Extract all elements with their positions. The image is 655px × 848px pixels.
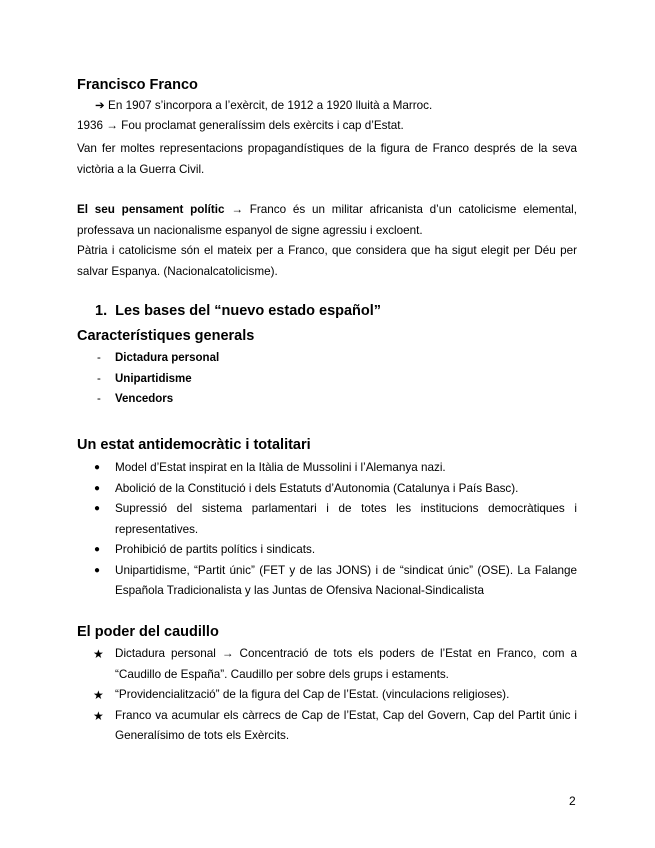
bullet-icon: ● xyxy=(94,482,101,494)
patria-paragraph: Pàtria i catolicisme són el mateix per a Franco, que considera que ha sigut elegit per Déu per salvar Espanya. (Nacionalcatolicisme). xyxy=(77,244,577,278)
list-item: ★ “Providencialització” de la figura del Cap de l’Estat. (vinculacions religioses). xyxy=(77,685,577,706)
bullet-icon: ● xyxy=(94,564,101,576)
arrow-right-icon: ➔ xyxy=(95,99,105,112)
list-item: ★ Franco va acumular els càrrecs de Cap de l’Estat, Cap del Govern, Cap del Partit únic i Generalísimo de tots els Exèrcits. xyxy=(77,706,577,747)
pensament-paragraph xyxy=(77,200,577,241)
page-number: 2 xyxy=(569,794,576,808)
caudillo-list xyxy=(77,644,577,747)
intro-line-1: En 1907 s’incorpora a l’exèrcit, de 1912 a 1920 lluità a Marroc. xyxy=(108,99,433,112)
section-1-number: 1. xyxy=(95,303,108,319)
page-title: Francisco Franco xyxy=(77,77,198,93)
caracteristiques-heading: Característiques generals xyxy=(77,328,255,344)
dash-marker: - xyxy=(97,372,101,385)
list-item: ● Abolició de la Constitució i dels Estatuts d’Autonomia (Catalunya i País Basc). xyxy=(77,479,577,500)
pensament-text: → Franco és un militar africanista d’un catolicisme elemental, professava un nacionalisme espanyol de signe agressiu i excloent. xyxy=(77,203,577,237)
list-item: ● Model d’Estat inspirat en la Itàlia de Mussolini i l’Alemanya nazi. xyxy=(77,458,577,479)
bullet-icon: ● xyxy=(94,503,101,514)
list-item: ● Prohibició de partits polítics i sindicats. xyxy=(77,540,577,561)
section-1-heading xyxy=(95,303,381,319)
dash-marker: - xyxy=(97,352,101,364)
list-item: - Dictadura personal xyxy=(77,348,219,369)
list-item: ● Supressió del sistema parlamentari i de totes les institucions democràtiques i representatives. xyxy=(77,499,577,540)
intro-arrow-line xyxy=(95,98,432,112)
list-item: ★ Dictadura personal → Concentració de tots els poders de l’Estat en Franco, com a “Caudillo de España”. Caudillo per sobre dels grups i estaments. xyxy=(77,644,577,685)
list-item: - Unipartidisme xyxy=(77,369,219,390)
star-icon: ★ xyxy=(93,647,104,661)
star-icon: ★ xyxy=(93,688,104,702)
bullet-icon: ● xyxy=(94,544,101,555)
caracteristiques-list xyxy=(77,348,219,410)
antidemocratic-list xyxy=(77,458,577,602)
caudillo-heading: El poder del caudillo xyxy=(77,624,219,640)
list-item: ● Unipartidisme, “Partit únic” (FET y de las JONS) i de “sindicat únic” (OSE). La Falange Española Tradicionalista y las Juntas de Ofensiva Nacional-Sindicalista xyxy=(77,561,577,602)
star-icon: ★ xyxy=(93,708,104,723)
pensament-label: El seu pensament polític xyxy=(77,203,225,216)
intro-paragraph: Van fer moltes representacions propagandístiques de la figura de Franco després de la seva victòria a la Guerra Civil. xyxy=(77,142,577,176)
list-item: - Vencedors xyxy=(77,389,219,410)
intro-line-2: 1936 → Fou proclamat generalíssim dels exèrcits i cap d’Estat. xyxy=(77,119,404,132)
section-1-title: Les bases del “nuevo estado español” xyxy=(115,303,382,319)
dash-marker: - xyxy=(97,393,101,405)
bullet-icon: ● xyxy=(94,462,101,473)
antidemocratic-heading: Un estat antidemocràtic i totalitari xyxy=(77,437,311,453)
